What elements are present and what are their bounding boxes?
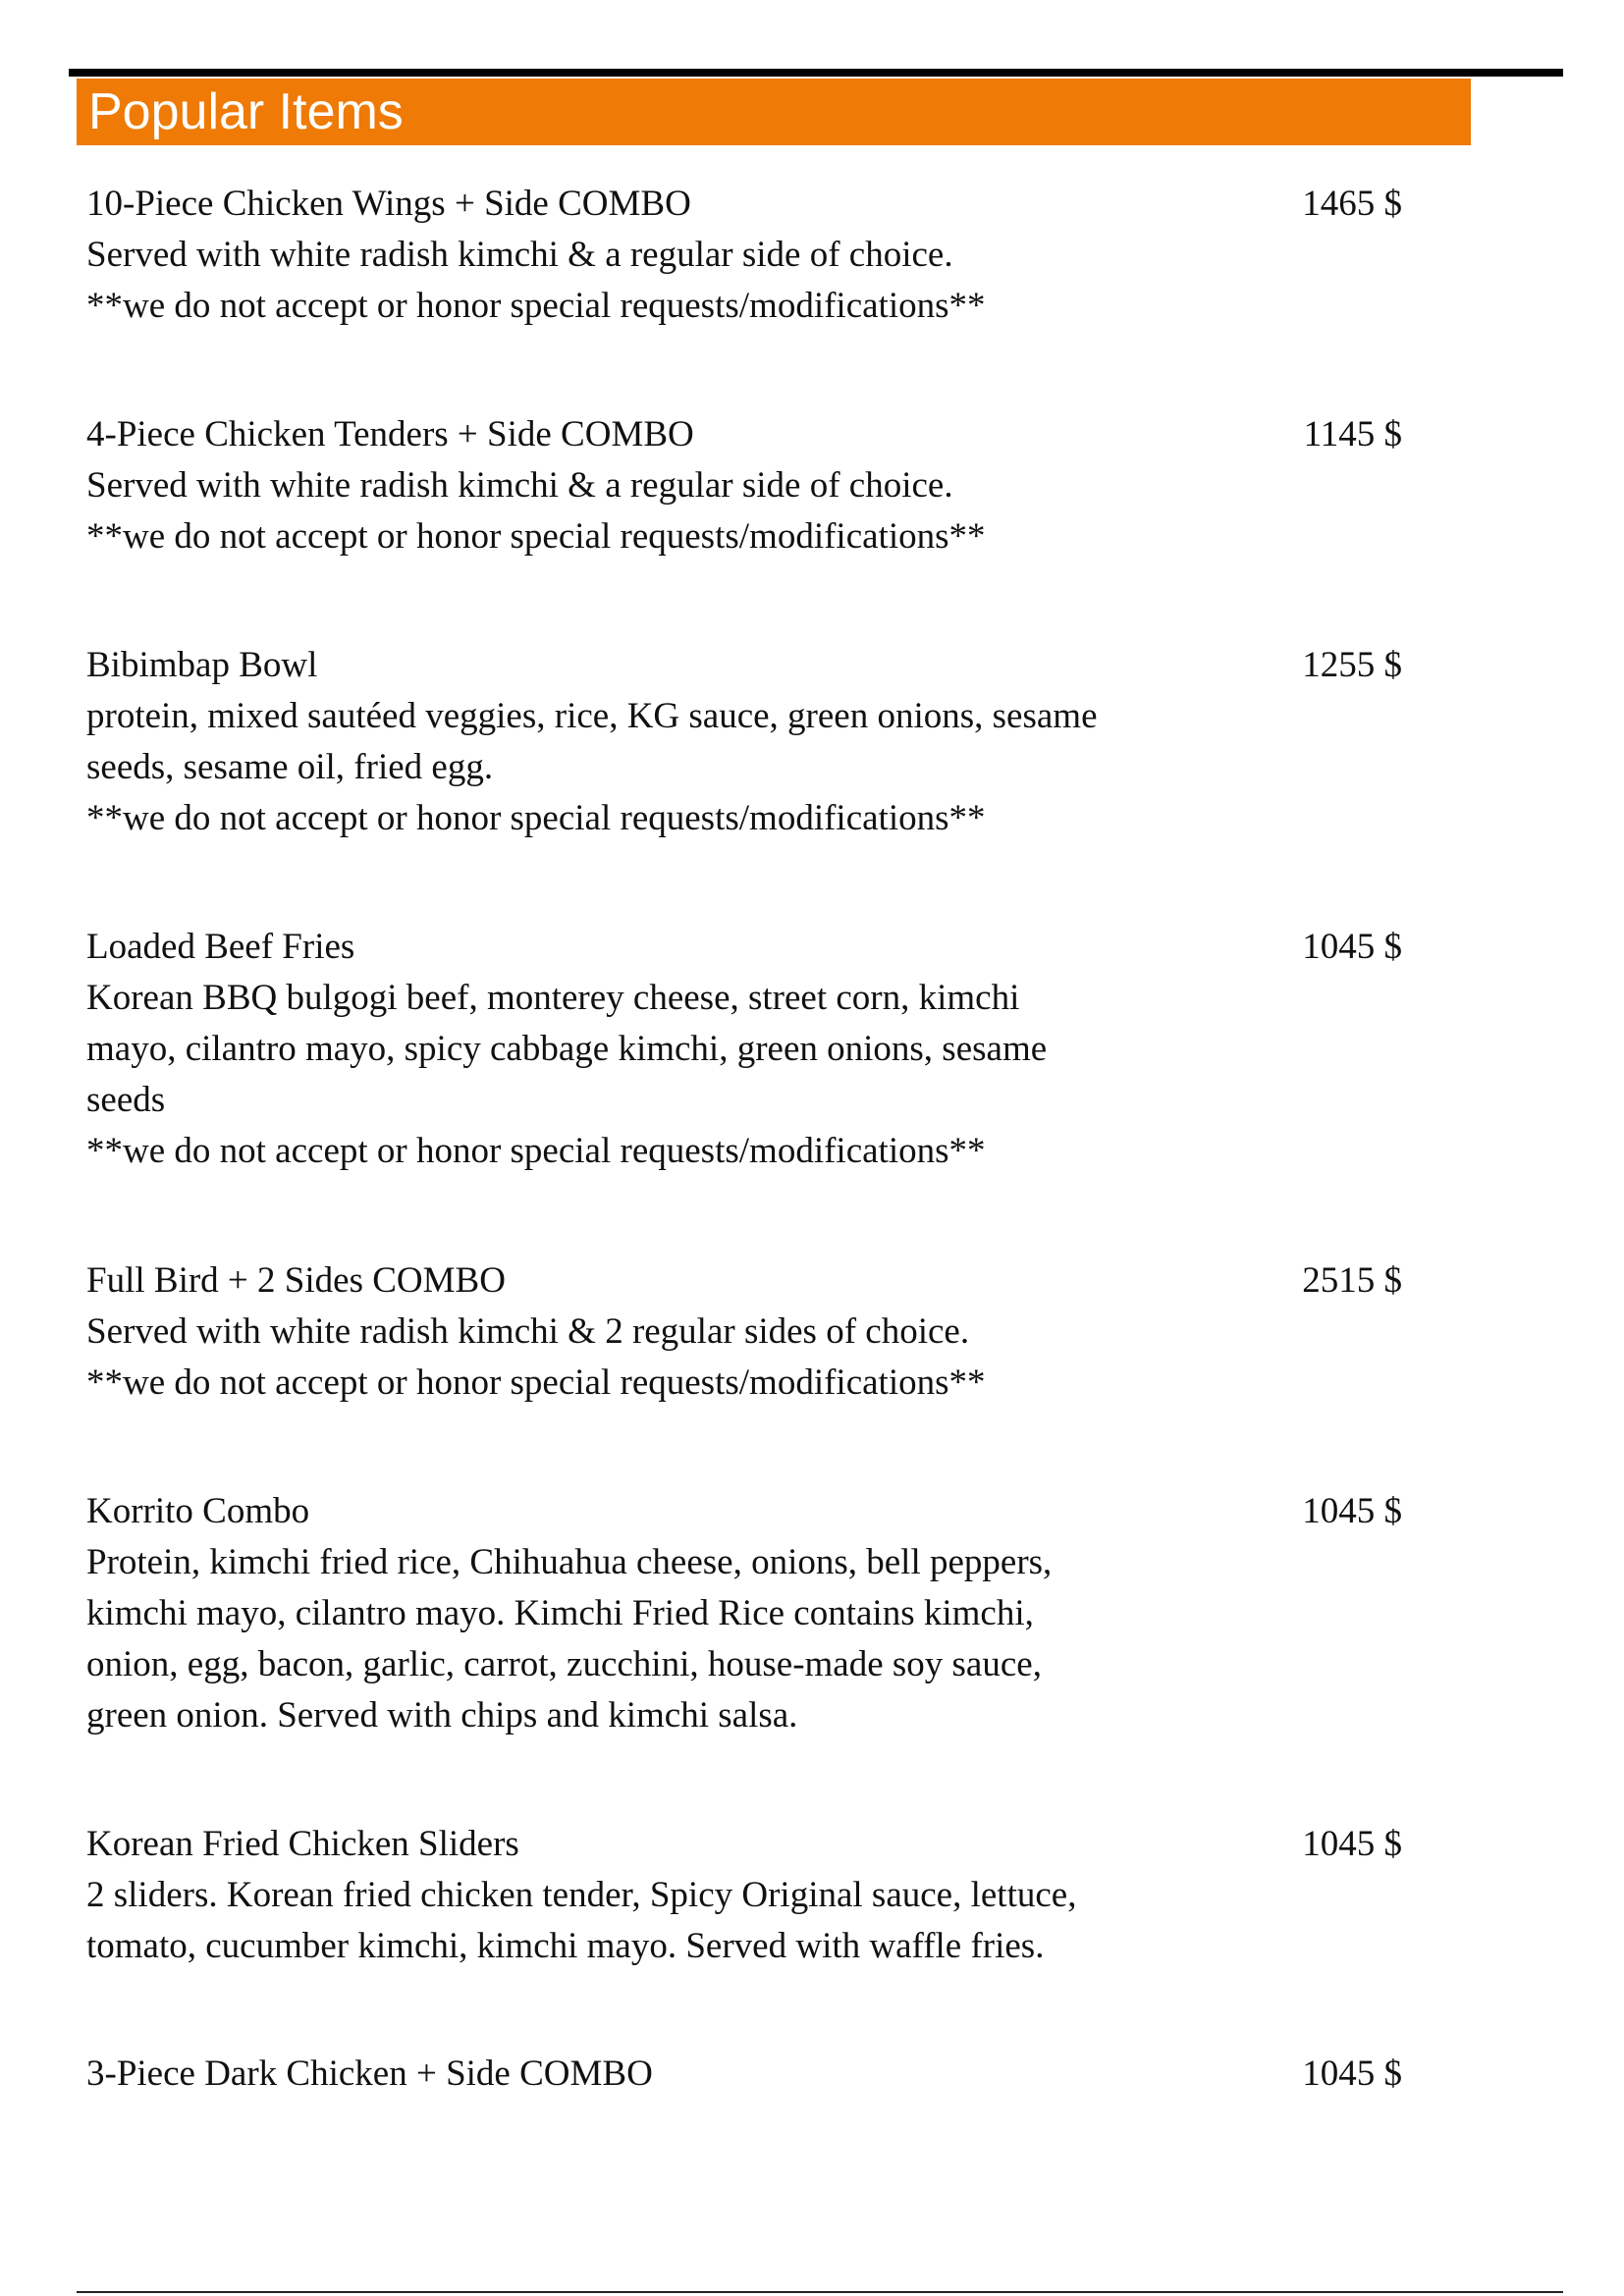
item-name: Bibimbap Bowl (86, 645, 318, 685)
item-name: 10-Piece Chicken Wings + Side COMBO (86, 184, 691, 224)
menu-list (86, 0, 1402, 2296)
description-line: Served with white radish kimchi & a regular side of choice. (86, 465, 953, 506)
description-line: kimchi mayo, cilantro mayo. Kimchi Fried Rice contains kimchi, (86, 1593, 1034, 1633)
item-price: 1145 $ (1303, 414, 1402, 454)
description-line: seeds, sesame oil, fried egg. (86, 747, 494, 787)
description-line: onion, egg, bacon, garlic, carrot, zucchini, house-made soy sauce, (86, 1644, 1042, 1684)
description-line: Protein, kimchi fried rice, Chihuahua cheese, onions, bell peppers, (86, 1542, 1053, 1582)
description-line: **we do not accept or honor special requests/modifications** (86, 1131, 986, 1171)
description-line: Served with white radish kimchi & a regular side of choice. (86, 235, 953, 275)
item-price: 1465 $ (1302, 184, 1402, 224)
item-name: Korean Fried Chicken Sliders (86, 1824, 519, 1864)
item-price: 1045 $ (1302, 1491, 1402, 1531)
description-line: Served with white radish kimchi & 2 regular sides of choice. (86, 1311, 970, 1352)
item-description (86, 1870, 1245, 1972)
item-name: 4-Piece Chicken Tenders + Side COMBO (86, 414, 694, 454)
description-line: green onion. Served with chips and kimchi salsa. (86, 1695, 798, 1735)
bottom-divider (77, 2291, 1563, 2293)
description-line: **we do not accept or honor special requests/modifications** (86, 1362, 986, 1403)
description-line: mayo, cilantro mayo, spicy cabbage kimchi, green onions, sesame (86, 1029, 1048, 1069)
item-name: Korrito Combo (86, 1491, 310, 1531)
item-description (86, 691, 1245, 844)
item-description (86, 460, 1245, 562)
item-price: 1045 $ (1302, 927, 1402, 967)
description-line: seeds (86, 1080, 166, 1120)
description-line: 2 sliders. Korean fried chicken tender, Spicy Original sauce, lettuce, (86, 1875, 1077, 1915)
item-description (86, 973, 1245, 1177)
item-description (86, 230, 1245, 332)
item-name: Loaded Beef Fries (86, 927, 355, 967)
item-name: Full Bird + 2 Sides COMBO (86, 1260, 506, 1301)
description-line: protein, mixed sautéed veggies, rice, KG sauce, green onions, sesame (86, 696, 1098, 736)
section-title: Popular Items (88, 83, 404, 140)
item-price: 2515 $ (1302, 1260, 1402, 1301)
item-description (86, 1307, 1245, 1409)
description-line: **we do not accept or honor special requests/modifications** (86, 286, 986, 326)
item-price: 1255 $ (1302, 645, 1402, 685)
item-name: 3-Piece Dark Chicken + Side COMBO (86, 2054, 653, 2094)
item-description (86, 1537, 1245, 1741)
description-line: **we do not accept or honor special requests/modifications** (86, 516, 986, 557)
description-line: tomato, cucumber kimchi, kimchi mayo. Served with waffle fries. (86, 1926, 1045, 1966)
description-line: Korean BBQ bulgogi beef, monterey cheese, street corn, kimchi (86, 978, 1020, 1018)
item-price: 1045 $ (1302, 1824, 1402, 1864)
item-price: 1045 $ (1302, 2054, 1402, 2094)
description-line: **we do not accept or honor special requests/modifications** (86, 798, 986, 838)
